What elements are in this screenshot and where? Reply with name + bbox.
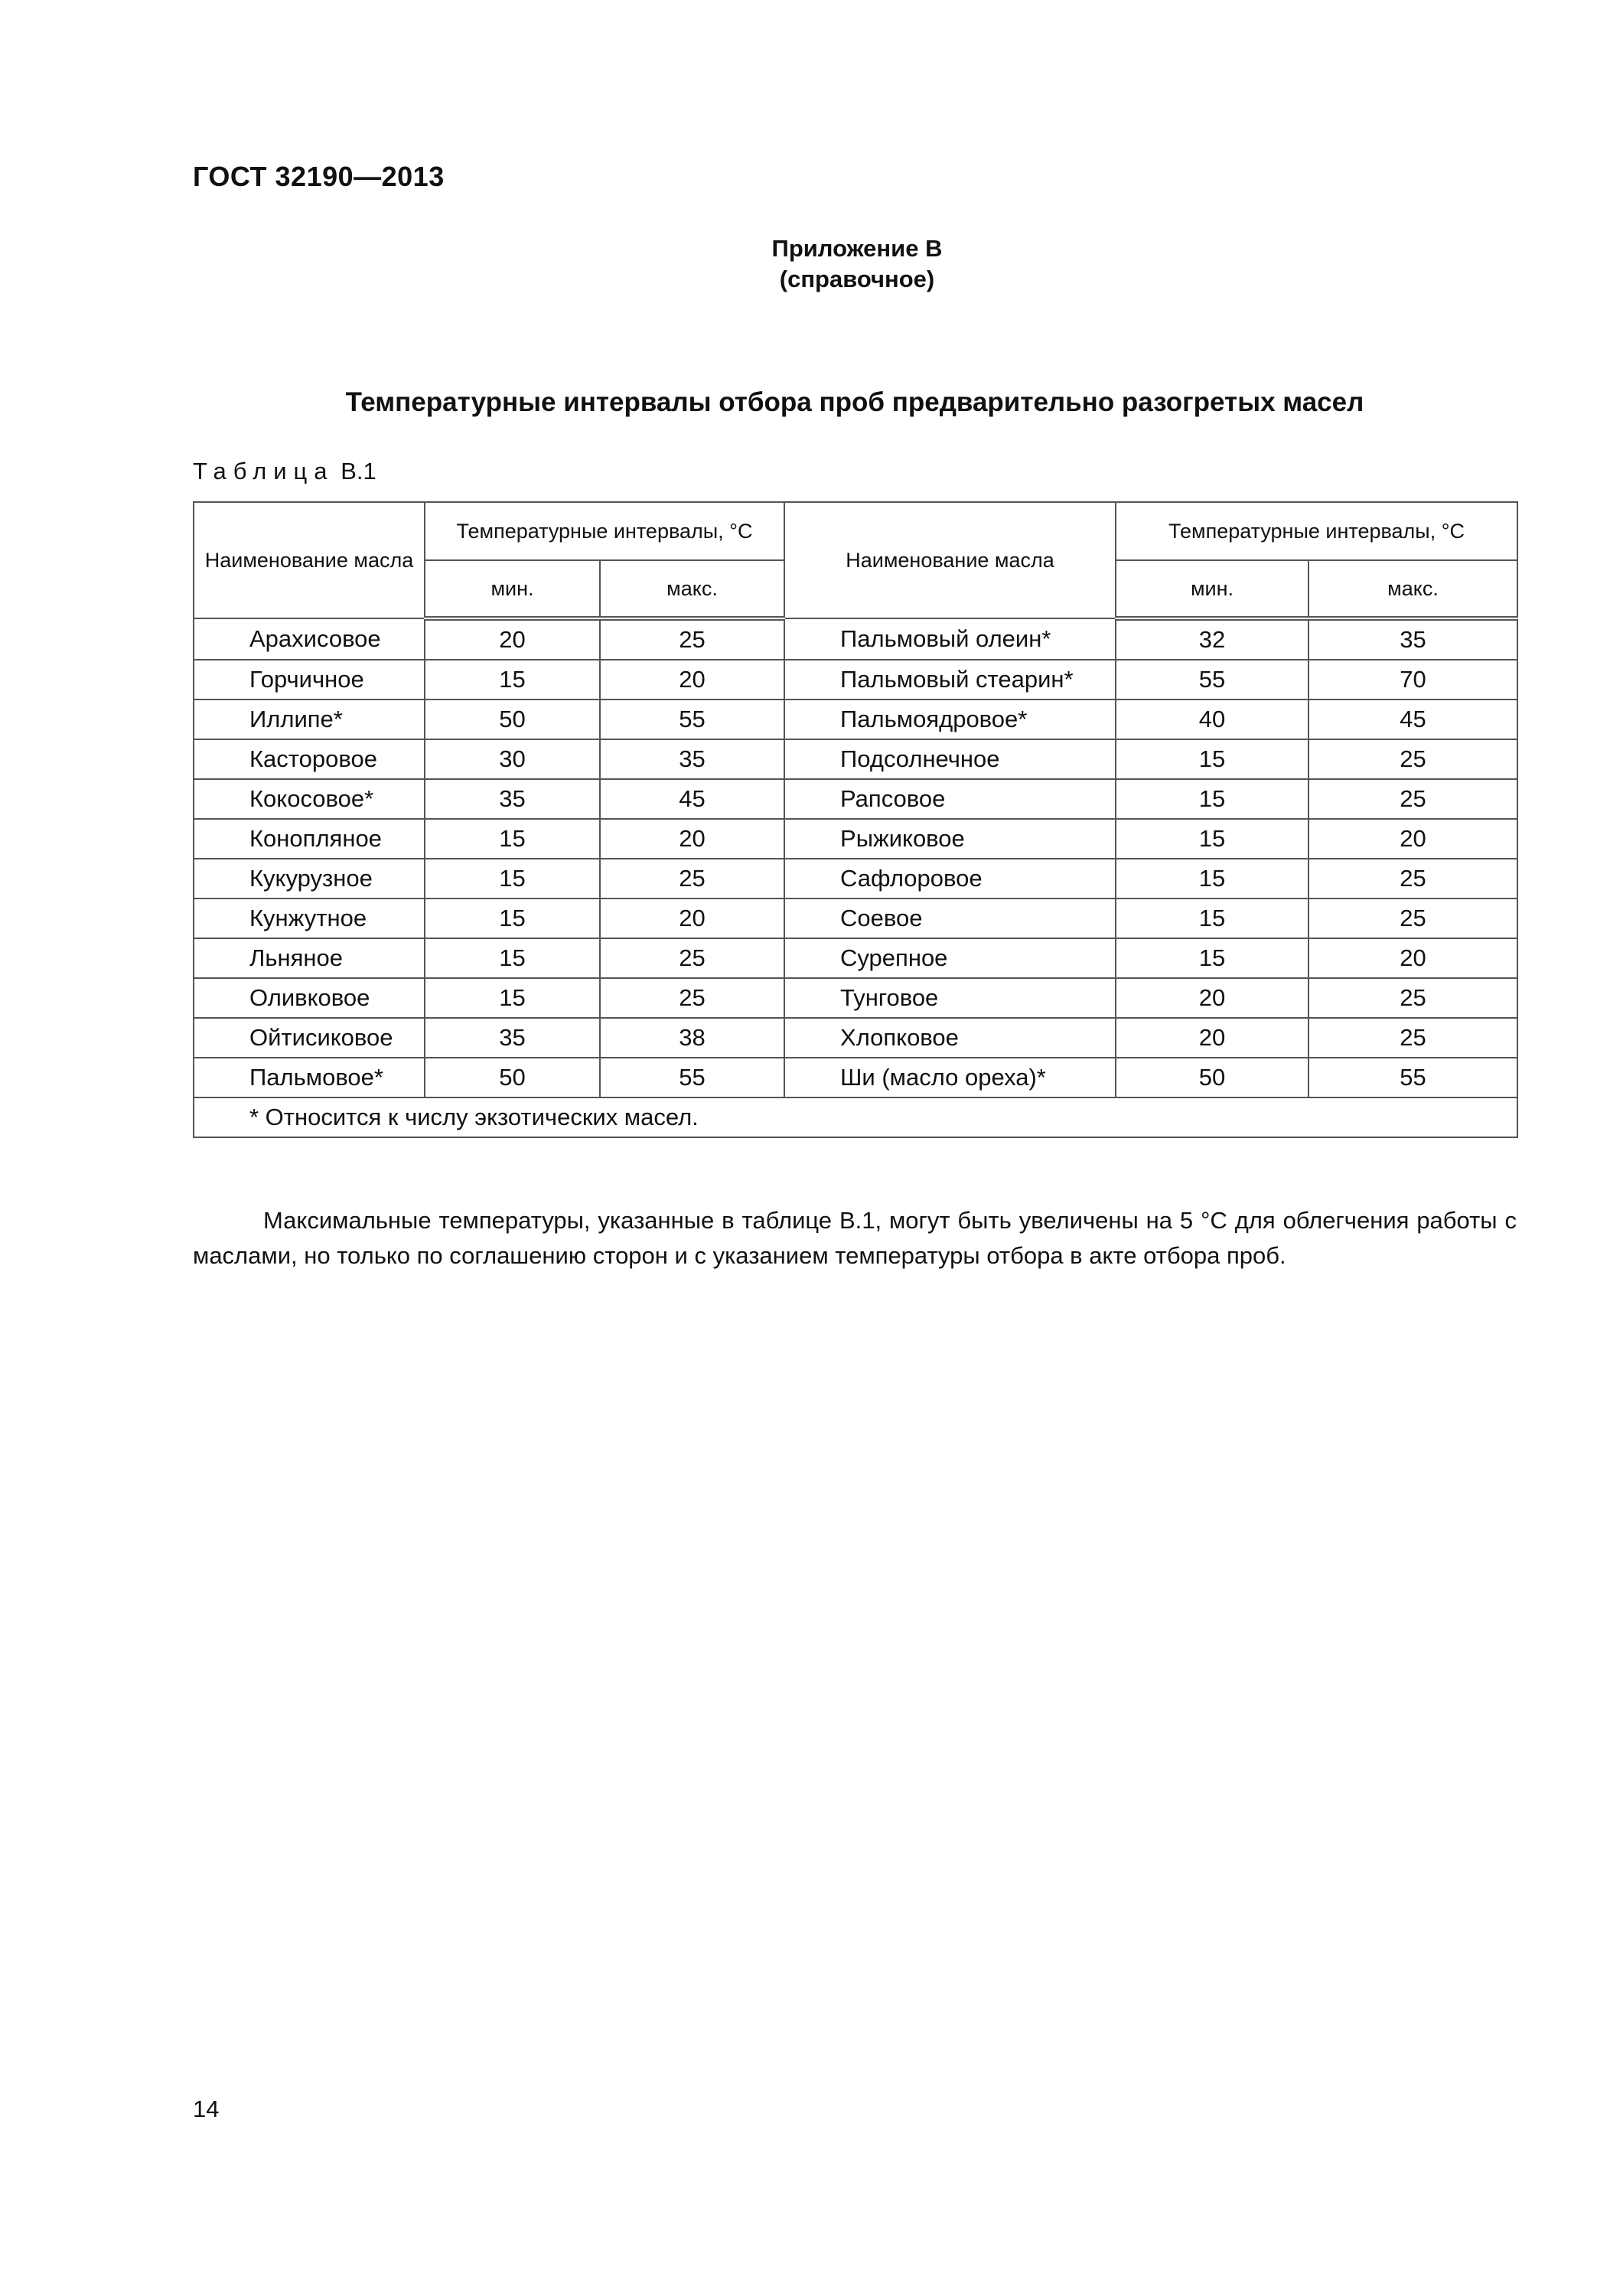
cell-max-left: 38 [600, 1018, 784, 1058]
header-min-left: мин. [425, 560, 600, 618]
cell-oil-name-left: Льняное [194, 938, 425, 978]
cell-oil-name-right: Тунговое [784, 978, 1116, 1018]
footnote-row [194, 1097, 1517, 1137]
cell-oil-name-left: Арахисовое [194, 618, 425, 660]
cell-oil-name-right: Пальмовый олеин* [784, 618, 1116, 660]
cell-max-right: 20 [1309, 819, 1517, 859]
cell-oil-name-right: Пальмовый стеарин* [784, 660, 1116, 700]
cell-min-left: 15 [425, 660, 600, 700]
cell-max-left: 35 [600, 739, 784, 779]
cell-oil-name-right: Рапсовое [784, 779, 1116, 819]
cell-max-left: 20 [600, 660, 784, 700]
cell-min-left: 35 [425, 1018, 600, 1058]
cell-min-left: 35 [425, 779, 600, 819]
cell-min-left: 30 [425, 739, 600, 779]
table-footnote: * Относится к числу экзотических масел. [194, 1097, 1517, 1137]
cell-min-right: 50 [1116, 1058, 1309, 1097]
cell-max-right: 25 [1309, 899, 1517, 938]
cell-max-left: 55 [600, 1058, 784, 1097]
header-max-right: макс. [1309, 560, 1517, 618]
cell-min-left: 50 [425, 1058, 600, 1097]
cell-oil-name-left: Кукурузное [194, 859, 425, 899]
cell-max-right: 25 [1309, 739, 1517, 779]
cell-oil-name-right: Соевое [784, 899, 1116, 938]
cell-min-left: 15 [425, 819, 600, 859]
table-row [194, 1018, 1517, 1058]
cell-max-left: 25 [600, 859, 784, 899]
cell-oil-name-left: Оливковое [194, 978, 425, 1018]
section-title: Температурные интервалы отбора проб предварительно разогретых масел [345, 387, 1364, 417]
cell-min-left: 15 [425, 938, 600, 978]
cell-min-left: 20 [425, 618, 600, 660]
oil-temperature-table [193, 501, 1518, 1138]
table-row [194, 899, 1517, 938]
document-code: ГОСТ 32190—2013 [193, 161, 445, 192]
cell-max-left: 45 [600, 779, 784, 819]
cell-oil-name-right: Подсолнечное [784, 739, 1116, 779]
cell-max-right: 70 [1309, 660, 1517, 700]
cell-max-right: 45 [1309, 700, 1517, 739]
cell-oil-name-right: Пальмоядровое* [784, 700, 1116, 739]
cell-oil-name-right: Ши (масло ореха)* [784, 1058, 1116, 1097]
table-caption [193, 458, 376, 485]
table-row [194, 779, 1517, 819]
header-max-left: макс. [600, 560, 784, 618]
cell-min-right: 15 [1116, 779, 1309, 819]
cell-max-right: 25 [1309, 859, 1517, 899]
cell-min-left: 15 [425, 859, 600, 899]
table-row [194, 938, 1517, 978]
appendix-type: (справочное) [779, 266, 935, 292]
header-temp-intervals-right: Температурные интервалы, °С [1116, 502, 1517, 560]
cell-oil-name-left: Конопляное [194, 819, 425, 859]
cell-oil-name-left: Пальмовое* [194, 1058, 425, 1097]
table-row [194, 660, 1517, 700]
table-row [194, 618, 1517, 660]
cell-max-left: 25 [600, 618, 784, 660]
table-row [194, 978, 1517, 1018]
cell-max-right: 25 [1309, 1018, 1517, 1058]
cell-oil-name-left: Кокосовое* [194, 779, 425, 819]
cell-oil-name-right: Рыжиковое [784, 819, 1116, 859]
cell-min-right: 15 [1116, 938, 1309, 978]
cell-oil-name-left: Касторовое [194, 739, 425, 779]
cell-oil-name-right: Сафлоровое [784, 859, 1116, 899]
cell-min-right: 20 [1116, 1018, 1309, 1058]
cell-min-right: 15 [1116, 859, 1309, 899]
cell-min-right: 15 [1116, 739, 1309, 779]
cell-max-left: 20 [600, 819, 784, 859]
cell-max-right: 55 [1309, 1058, 1517, 1097]
cell-max-right: 20 [1309, 938, 1517, 978]
cell-min-right: 55 [1116, 660, 1309, 700]
header-oil-name-left: Наименование масла [194, 502, 425, 618]
cell-min-right: 15 [1116, 819, 1309, 859]
header-min-right: мин. [1116, 560, 1309, 618]
cell-oil-name-left: Кунжутное [194, 899, 425, 938]
table-row [194, 859, 1517, 899]
header-oil-name-right: Наименование масла [784, 502, 1116, 618]
note-paragraph: Максимальные температуры, указанные в таблице В.1, могут быть увеличены на 5 °С для облегчения работы с маслами, но только по соглашению сторон и с указанием температуры отбора в акте отбора проб. [193, 1207, 1517, 1269]
table-row [194, 819, 1517, 859]
cell-min-left: 15 [425, 978, 600, 1018]
cell-min-right: 40 [1116, 700, 1309, 739]
appendix-label: Приложение В [771, 235, 943, 262]
cell-oil-name-right: Сурепное [784, 938, 1116, 978]
cell-oil-name-right: Хлопковое [784, 1018, 1116, 1058]
cell-min-left: 50 [425, 700, 600, 739]
table-row [194, 1058, 1517, 1097]
cell-oil-name-left: Иллипе* [194, 700, 425, 739]
appendix-heading [627, 233, 1087, 295]
cell-min-left: 15 [425, 899, 600, 938]
cell-min-right: 32 [1116, 618, 1309, 660]
table-row [194, 739, 1517, 779]
table-caption-number: В.1 [341, 458, 376, 484]
page-number: 14 [193, 2095, 220, 2122]
table-body [194, 618, 1517, 1137]
cell-max-left: 55 [600, 700, 784, 739]
cell-max-left: 25 [600, 978, 784, 1018]
cell-min-right: 20 [1116, 978, 1309, 1018]
cell-max-right: 25 [1309, 779, 1517, 819]
cell-min-right: 15 [1116, 899, 1309, 938]
cell-oil-name-left: Ойтисиковое [194, 1018, 425, 1058]
cell-max-left: 25 [600, 938, 784, 978]
table-row [194, 700, 1517, 739]
header-temp-intervals-left: Температурные интервалы, °С [425, 502, 784, 560]
cell-max-right: 35 [1309, 618, 1517, 660]
cell-max-right: 25 [1309, 978, 1517, 1018]
table-caption-word: Таблица [193, 458, 334, 484]
cell-max-left: 20 [600, 899, 784, 938]
cell-oil-name-left: Горчичное [194, 660, 425, 700]
